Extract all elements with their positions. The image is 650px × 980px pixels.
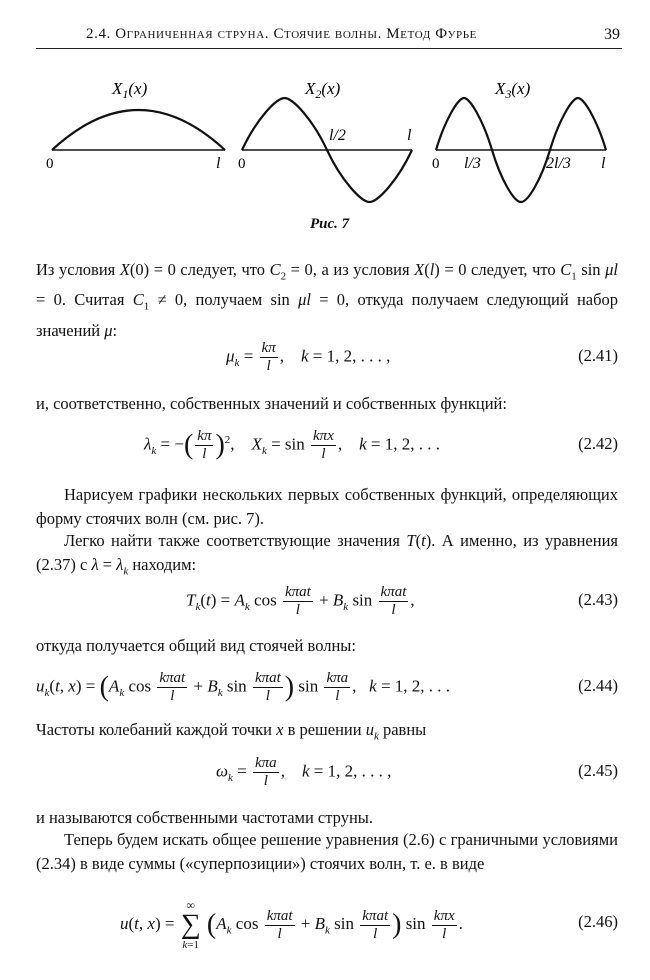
- eigenfunction-plots: [40, 68, 620, 213]
- panel-x1-label-l: l: [216, 155, 221, 172]
- figure-eigenfunctions: [40, 68, 620, 238]
- paragraph-4: Легко найти также соответствующие значения T(t). А именно, из уравнения (2.37) с $\lambda = \lambda_k$ находим:: [36, 531, 618, 578]
- panel-x3-label-0: 0: [432, 156, 440, 172]
- equation-2-42: [36, 428, 618, 468]
- equation-2-43: [36, 584, 618, 624]
- panel-x1-label-0: 0: [46, 156, 54, 172]
- equation-2-45-body: $\omega_k$ = $\frac{\text{kπa}}{l}$ , k = 1, 2, . . . ,: [216, 755, 392, 789]
- equation-2-46-body: u(t, x) = ∞ ∑ k=1 ($A_k$ cos $\frac{\text{kπat}}{l}$ + $B_k$ sin $\frac{\text{kπat}}{l}$ ) sin $\frac{\text{kπx}}{l}$ .: [120, 898, 463, 951]
- paragraph-2: и, соответственно, собственных значений и собственных функций:: [36, 394, 507, 413]
- panel-x3: [432, 79, 606, 202]
- panel-x3-label-l: l: [601, 155, 606, 172]
- panel-x1: [46, 79, 225, 172]
- panel-x1-curve: [52, 110, 225, 150]
- equation-2-41: [36, 340, 618, 380]
- section-title: 2.4. Ограниченная струна. Стоячие волны. Метод Фурье: [86, 26, 477, 42]
- panel-x3-label-third: l/3: [464, 155, 481, 172]
- paragraph-3: Нарисуем графики нескольких первых собственных функций, определяющих форму стоячих волн (см. рис. 7).: [36, 485, 618, 528]
- figure-caption: Рис. 7: [310, 216, 350, 232]
- paragraph-1: Из условия X(0) = 0 следует, что $C_2 = 0$, а из условия X(l) = 0 следует, что $C_1$ sin μl = 0. Считая $C_1 \ne 0$, получаем sin μl = 0, откуда получаем следующий набор значений μ:: [36, 260, 619, 340]
- equation-number: (2.43): [578, 590, 618, 609]
- equation-number: (2.46): [578, 912, 618, 931]
- paragraph-5: откуда получается общий вид стоячей волны:: [36, 636, 356, 655]
- running-header: [36, 22, 622, 49]
- panel-x2: [238, 79, 412, 202]
- equation-2-46: [36, 898, 618, 958]
- paragraph-8: Теперь будем искать общее решение уравнения (2.6) с граничными условиями (2.34) в виде суммы («суперпозиции») стоячих волн, т. е. в виде: [36, 830, 618, 873]
- equation-2-45: [36, 755, 618, 795]
- panel-x3-title: $X_3(x)$: [495, 79, 531, 101]
- paragraph-6: Частоты колебаний каждой точки x в решении $u_k$ равны: [36, 720, 427, 743]
- panel-x2-title: $X_2(x)$: [305, 79, 341, 101]
- equation-number: (2.42): [578, 434, 618, 453]
- equation-2-43-body: $T_k(t) = A_k$ cos $\frac{\text{kπat}}{l}$ + $B_k$ sin $\frac{\text{kπat}}{l}$ ,: [186, 584, 415, 618]
- paragraph-7: и называются собственными частотами струны.: [36, 808, 373, 827]
- panel-x2-label-half: l/2: [329, 127, 346, 144]
- equation-2-44-body: $u_k(t$, $x) = (A_k$ cos $\frac{\text{kπat}}{l}$ + $B_k$ sin $\frac{\text{kπat}}{l}$ ) sin $\frac{\text{kπa}}{l}$ , k = 1, 2, . . .: [36, 670, 451, 704]
- equation-number: (2.41): [578, 346, 618, 365]
- panel-x3-label-two-thirds: 2l/3: [546, 155, 571, 172]
- panel-x2-label-l: l: [407, 127, 412, 144]
- equation-2-44: [36, 670, 618, 710]
- equation-2-41-body: $\mu_k$ = $\frac{k\pi}{l}$ , k = 1, 2, . . . ,: [226, 340, 391, 374]
- equation-number: (2.45): [578, 761, 618, 780]
- page-number: 39: [604, 26, 620, 43]
- equation-number: (2.44): [578, 676, 618, 695]
- panel-x1-title: $X_1(x)$: [112, 79, 148, 101]
- panel-x2-label-0: 0: [238, 156, 246, 172]
- summation-sign: ∞ ∑ k=1: [180, 898, 201, 951]
- equation-2-42-body: $\lambda_k$ = −( $\frac{k\pi}{l}$ )$^2$, $X_k = \sin$ $\frac{\text{kπx}}{l}$ , k = 1, 2, . . .: [144, 428, 440, 462]
